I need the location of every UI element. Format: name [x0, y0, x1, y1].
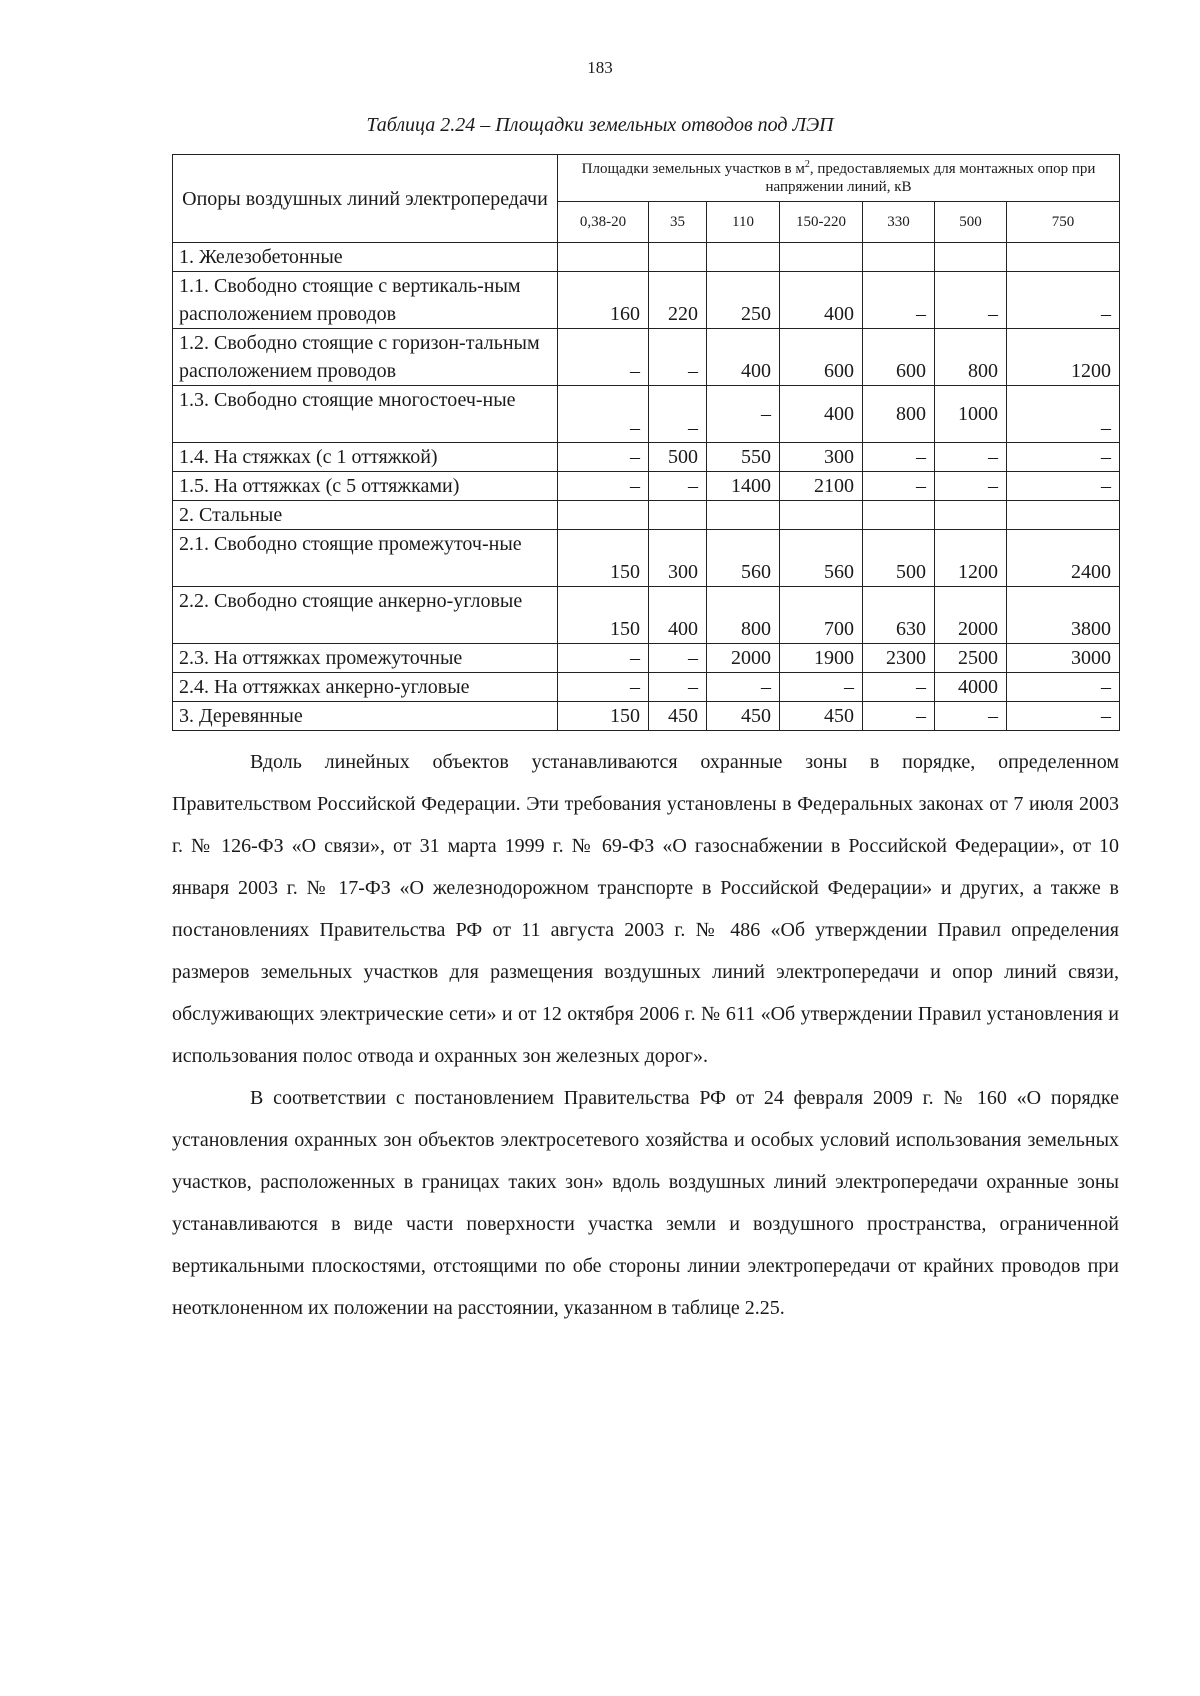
table-cell: –: [649, 472, 707, 501]
header-voltage: 35: [649, 202, 707, 243]
table-cell: [935, 243, 1007, 272]
table-cell: [935, 501, 1007, 530]
table-row: [173, 501, 1120, 530]
table-cell: 4000: [935, 673, 1007, 702]
table-cell: 800: [863, 386, 935, 443]
table-cell: –: [558, 386, 649, 443]
table-row: [173, 472, 1120, 501]
table-cell: –: [1007, 702, 1120, 731]
table-caption: Таблица 2.24 – Площадки земельных отводов под ЛЭП: [366, 114, 834, 136]
table-cell: 500: [863, 530, 935, 587]
header-voltage: 150-220: [780, 202, 863, 243]
header-group-text-2: , предоставляемых для монтажных опор при напряжении линий, кВ: [765, 161, 1096, 195]
row-label: 2.2. Свободно стоящие анкерно-угловые: [173, 587, 558, 644]
table-cell: 400: [780, 386, 863, 443]
header-area-group: [558, 155, 1120, 202]
table-cell: 300: [780, 443, 863, 472]
table-cell: –: [1007, 443, 1120, 472]
header-group-sup: 2: [804, 159, 810, 170]
paragraph: Вдоль линейных объектов устанавливаются охранные зоны в порядке, определенном Правительством Российской Федерации. Эти требования установлены в Федеральных законах от 7 июля 2003 г. № 126-ФЗ «О связи», от 31 марта 1999 г. № 69-ФЗ «О газоснабжении в Российской Федерации», от 10 января 2003 г. № 17-ФЗ «О железнодорожном транспорте в Российской Федерации» и других, а также в постановлениях Правительства РФ от 11 августа 2003 г. № 486 «Об утверждении Правил определения размеров земельных участков для размещения воздушных линий электропередачи и опор линий связи, обслуживающих электрические сети» и от 12 октября 2006 г. № 611 «Об утверждении Правил установления и использования полос отвода и охранных зон железных дорог».: [172, 751, 1119, 1067]
table-row: [173, 329, 1120, 386]
table-cell: 630: [863, 587, 935, 644]
table-cell: –: [1007, 472, 1120, 501]
table-row: [173, 243, 1120, 272]
table-cell: 1000: [935, 386, 1007, 443]
table-cell: 2000: [935, 587, 1007, 644]
table-cell: –: [707, 386, 780, 443]
table-cell: [649, 243, 707, 272]
table-cell: –: [649, 644, 707, 673]
table-cell: 560: [780, 530, 863, 587]
table-cell: 150: [558, 702, 649, 731]
table-cell: –: [649, 329, 707, 386]
table-row: [173, 272, 1120, 329]
table-row: [173, 386, 1120, 443]
table-cell: 400: [649, 587, 707, 644]
table-cell: 600: [780, 329, 863, 386]
table-cell: 1900: [780, 644, 863, 673]
table-cell: –: [863, 472, 935, 501]
row-label: 2.3. На оттяжках промежуточные: [173, 644, 558, 673]
table-cell: 400: [780, 272, 863, 329]
table-cell: –: [1007, 386, 1120, 443]
table-cell: [780, 243, 863, 272]
page-number: 183: [587, 58, 613, 77]
table-cell: 2300: [863, 644, 935, 673]
row-label: 2.1. Свободно стоящие промежуточ-ные: [173, 530, 558, 587]
table-cell: [863, 501, 935, 530]
row-label: 1.4. На стяжках (с 1 оттяжкой): [173, 443, 558, 472]
table-cell: [863, 243, 935, 272]
row-label: 1. Железобетонные: [173, 243, 558, 272]
table-cell: [558, 243, 649, 272]
table-cell: 550: [707, 443, 780, 472]
table-cell: 2500: [935, 644, 1007, 673]
table-cell: 450: [707, 702, 780, 731]
header-voltage: 110: [707, 202, 780, 243]
table-cell: –: [558, 472, 649, 501]
table-cell: 150: [558, 587, 649, 644]
table-cell: –: [935, 443, 1007, 472]
header-voltage: 500: [935, 202, 1007, 243]
table-cell: –: [558, 644, 649, 673]
row-label: 3. Деревянные: [173, 702, 558, 731]
table-cell: 160: [558, 272, 649, 329]
header-support-type: Опоры воздушных линий электропередачи: [173, 155, 558, 243]
table-cell: –: [1007, 673, 1120, 702]
header-voltage: 750: [1007, 202, 1120, 243]
table-cell: –: [935, 472, 1007, 501]
table-cell: –: [558, 329, 649, 386]
table-cell: 250: [707, 272, 780, 329]
table-row: [173, 644, 1120, 673]
table-cell: 450: [649, 702, 707, 731]
header-voltage: 0,38-20: [558, 202, 649, 243]
table-cell: [1007, 501, 1120, 530]
table-cell: 800: [935, 329, 1007, 386]
header-group-text-1: Площадки земельных участков в м: [581, 161, 805, 177]
table-cell: –: [863, 702, 935, 731]
header-row-top: [173, 155, 1120, 202]
table-cell: 3800: [1007, 587, 1120, 644]
land-allotment-table: [172, 154, 1120, 731]
row-label: 1.5. На оттяжках (с 5 оттяжками): [173, 472, 558, 501]
table-cell: –: [649, 673, 707, 702]
table-row: [173, 702, 1120, 731]
table-cell: 150: [558, 530, 649, 587]
table-cell: –: [935, 702, 1007, 731]
table-cell: 700: [780, 587, 863, 644]
table-cell: 400: [707, 329, 780, 386]
table-cell: 300: [649, 530, 707, 587]
table-row: [173, 443, 1120, 472]
table-cell: –: [1007, 272, 1120, 329]
table-cell: 800: [707, 587, 780, 644]
table-cell: –: [707, 673, 780, 702]
paragraph: В соответствии с постановлением Правительства РФ от 24 февраля 2009 г. № 160 «О порядке установления охранных зон объектов электросетевого хозяйства и особых условий использования земельных участков, расположенных в границах таких зон» вдоль воздушных линий электропередачи охранные зоны устанавливаются в виде части поверхности участка земли и воздушного пространства, ограниченной вертикальными плоскостями, отстоящими по обе стороны линии электропередачи от крайних проводов при неотклоненном их положении на расстоянии, указанном в таблице 2.25.: [172, 1087, 1119, 1319]
table-row: [173, 673, 1120, 702]
header-voltage: 330: [863, 202, 935, 243]
row-label: 1.2. Свободно стоящие с горизон-тальным расположением проводов: [173, 329, 558, 386]
table-cell: –: [863, 443, 935, 472]
table-row: [173, 530, 1120, 587]
table-cell: 500: [649, 443, 707, 472]
table-cell: 3000: [1007, 644, 1120, 673]
table-cell: –: [780, 673, 863, 702]
table-cell: 2400: [1007, 530, 1120, 587]
table-cell: –: [863, 673, 935, 702]
table-cell: –: [649, 386, 707, 443]
table-cell: 560: [707, 530, 780, 587]
table-cell: [649, 501, 707, 530]
table-cell: 600: [863, 329, 935, 386]
table-cell: [707, 243, 780, 272]
table-cell: 220: [649, 272, 707, 329]
table-cell: –: [558, 673, 649, 702]
table-cell: –: [558, 443, 649, 472]
table-cell: [1007, 243, 1120, 272]
row-label: 2.4. На оттяжках анкерно-угловые: [173, 673, 558, 702]
row-label: 1.3. Свободно стоящие многостоеч-ные: [173, 386, 558, 443]
table-cell: [780, 501, 863, 530]
body-text: [172, 741, 1119, 1329]
table-cell: 1400: [707, 472, 780, 501]
table-row: [173, 587, 1120, 644]
table-cell: [707, 501, 780, 530]
table-cell: 2000: [707, 644, 780, 673]
table-cell: [558, 501, 649, 530]
row-label: 1.1. Свободно стоящие с вертикаль-ным расположением проводов: [173, 272, 558, 329]
table-cell: 1200: [935, 530, 1007, 587]
table-cell: 2100: [780, 472, 863, 501]
table-cell: –: [935, 272, 1007, 329]
table-cell: –: [863, 272, 935, 329]
table-cell: 450: [780, 702, 863, 731]
row-label: 2. Стальные: [173, 501, 558, 530]
table-cell: 1200: [1007, 329, 1120, 386]
